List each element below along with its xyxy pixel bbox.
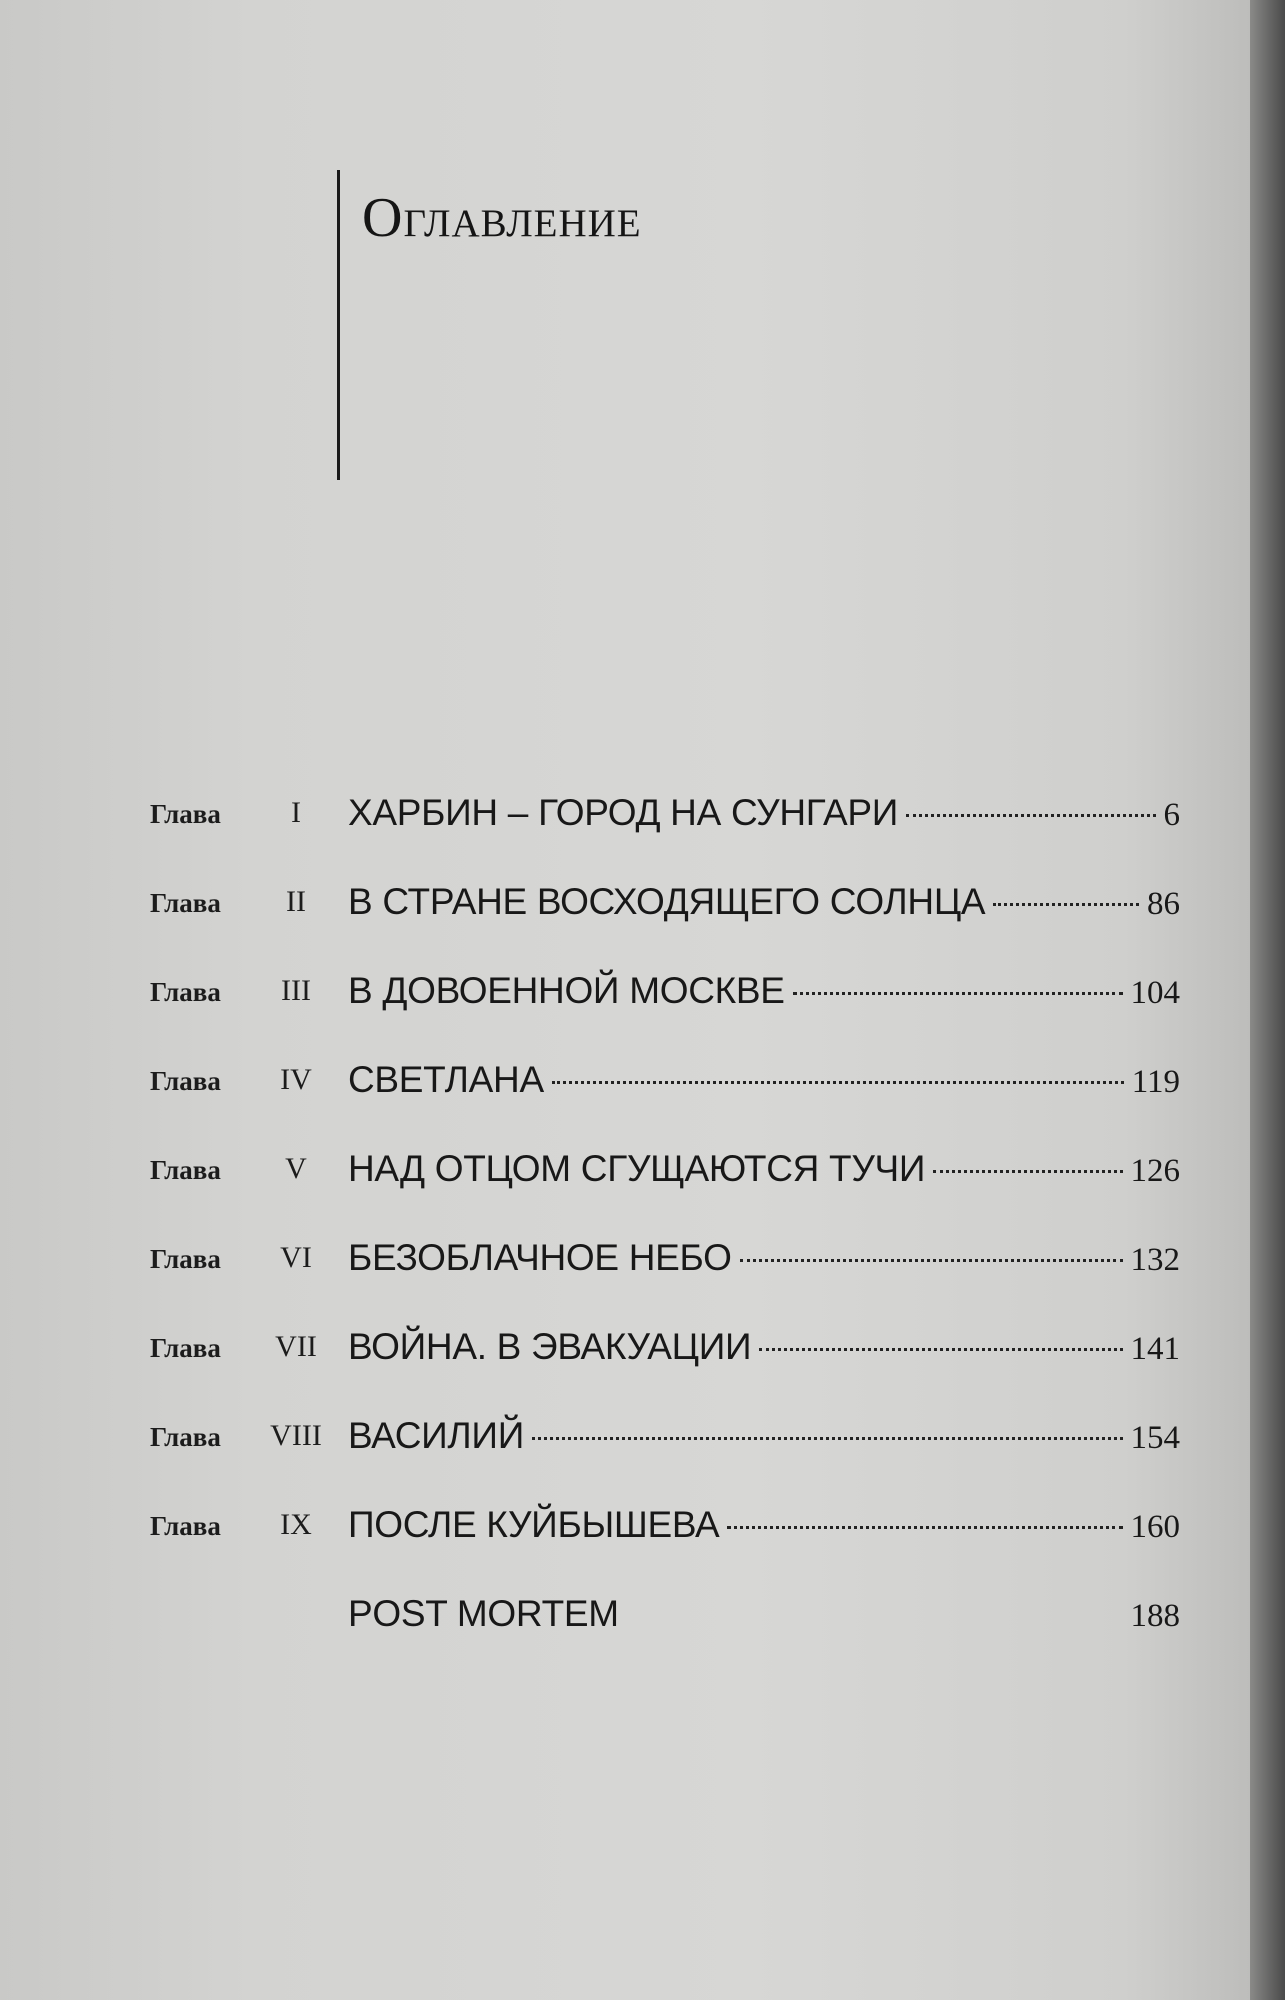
dot-leader bbox=[993, 903, 1139, 906]
chapter-title: ПОСЛЕ КУЙБЫШЕВА bbox=[348, 1504, 720, 1545]
toc-title: Оглавление bbox=[362, 187, 642, 249]
chapter-label: Глава bbox=[150, 1333, 221, 1363]
chapter-label: Глава bbox=[150, 799, 221, 829]
chapter-title: БЕЗОБЛАЧНОЕ НЕБО bbox=[348, 1237, 732, 1278]
page-number: 188 bbox=[1130, 1598, 1180, 1634]
chapter-label: Глава bbox=[150, 888, 221, 918]
chapter-label: Глава bbox=[150, 1422, 221, 1452]
toc-entry-3[interactable] bbox=[150, 968, 1180, 1018]
chapter-number: VI bbox=[280, 1241, 312, 1274]
page-number: 6 bbox=[1163, 797, 1180, 833]
page-edge-shadow bbox=[1250, 0, 1285, 2000]
chapter-title: В ДОВОЕННОЙ МОСКВЕ bbox=[348, 970, 785, 1011]
page-number: 141 bbox=[1130, 1331, 1180, 1367]
dot-leader bbox=[727, 1526, 1122, 1529]
chapter-number: III bbox=[281, 974, 311, 1007]
toc-entry-1[interactable] bbox=[150, 790, 1180, 840]
dot-leader bbox=[906, 814, 1155, 817]
title-vertical-rule bbox=[337, 170, 340, 480]
dot-leader bbox=[933, 1170, 1122, 1173]
chapter-label: Глава bbox=[150, 977, 221, 1007]
toc-entry-5[interactable] bbox=[150, 1146, 1180, 1196]
chapter-title: POST MORTEM bbox=[348, 1593, 619, 1634]
dot-leader bbox=[740, 1259, 1123, 1262]
page-number: 104 bbox=[1130, 975, 1180, 1011]
chapter-number: IX bbox=[280, 1508, 312, 1541]
chapter-label: Глава bbox=[150, 1511, 221, 1541]
chapter-label: Глава bbox=[150, 1066, 221, 1096]
dot-leader bbox=[552, 1081, 1124, 1084]
chapter-number: IV bbox=[280, 1063, 312, 1096]
chapter-title: В СТРАНЕ ВОСХОДЯЩЕГО СОЛНЦА bbox=[348, 881, 986, 922]
toc-entry-7[interactable] bbox=[150, 1324, 1180, 1374]
chapter-label: Глава bbox=[150, 1244, 221, 1274]
chapter-title: ХАРБИН – ГОРОД НА СУНГАРИ bbox=[348, 792, 899, 833]
page-number: 126 bbox=[1130, 1153, 1180, 1189]
chapter-title: СВЕТЛАНА bbox=[348, 1059, 544, 1100]
chapter-number: II bbox=[286, 885, 306, 918]
toc-entry-4[interactable] bbox=[150, 1057, 1180, 1107]
page-number: 154 bbox=[1130, 1420, 1180, 1456]
toc-entry-10[interactable] bbox=[150, 1591, 1180, 1641]
page-number: 119 bbox=[1131, 1064, 1180, 1100]
chapter-title: НАД ОТЦОМ СГУЩАЮТСЯ ТУЧИ bbox=[348, 1148, 926, 1189]
dot-leader bbox=[793, 992, 1123, 995]
dot-leader bbox=[532, 1437, 1123, 1440]
page-number: 86 bbox=[1147, 886, 1180, 922]
chapter-number: VII bbox=[275, 1330, 317, 1363]
dot-leader bbox=[627, 1615, 1123, 1618]
chapter-number: I bbox=[291, 796, 301, 829]
toc-entry-2[interactable] bbox=[150, 879, 1180, 929]
toc-entry-6[interactable] bbox=[150, 1235, 1180, 1285]
chapter-number: V bbox=[285, 1152, 307, 1185]
chapter-title: ВАСИЛИЙ bbox=[348, 1415, 524, 1456]
chapter-title: ВОЙНА. В ЭВАКУАЦИИ bbox=[348, 1326, 752, 1367]
page-number: 132 bbox=[1130, 1242, 1180, 1278]
page-number: 160 bbox=[1130, 1509, 1180, 1545]
chapter-label: Глава bbox=[150, 1155, 221, 1185]
chapter-number: VIII bbox=[270, 1419, 322, 1452]
toc-entry-8[interactable] bbox=[150, 1413, 1180, 1463]
dot-leader bbox=[759, 1348, 1122, 1351]
toc-entry-9[interactable] bbox=[150, 1502, 1180, 1552]
